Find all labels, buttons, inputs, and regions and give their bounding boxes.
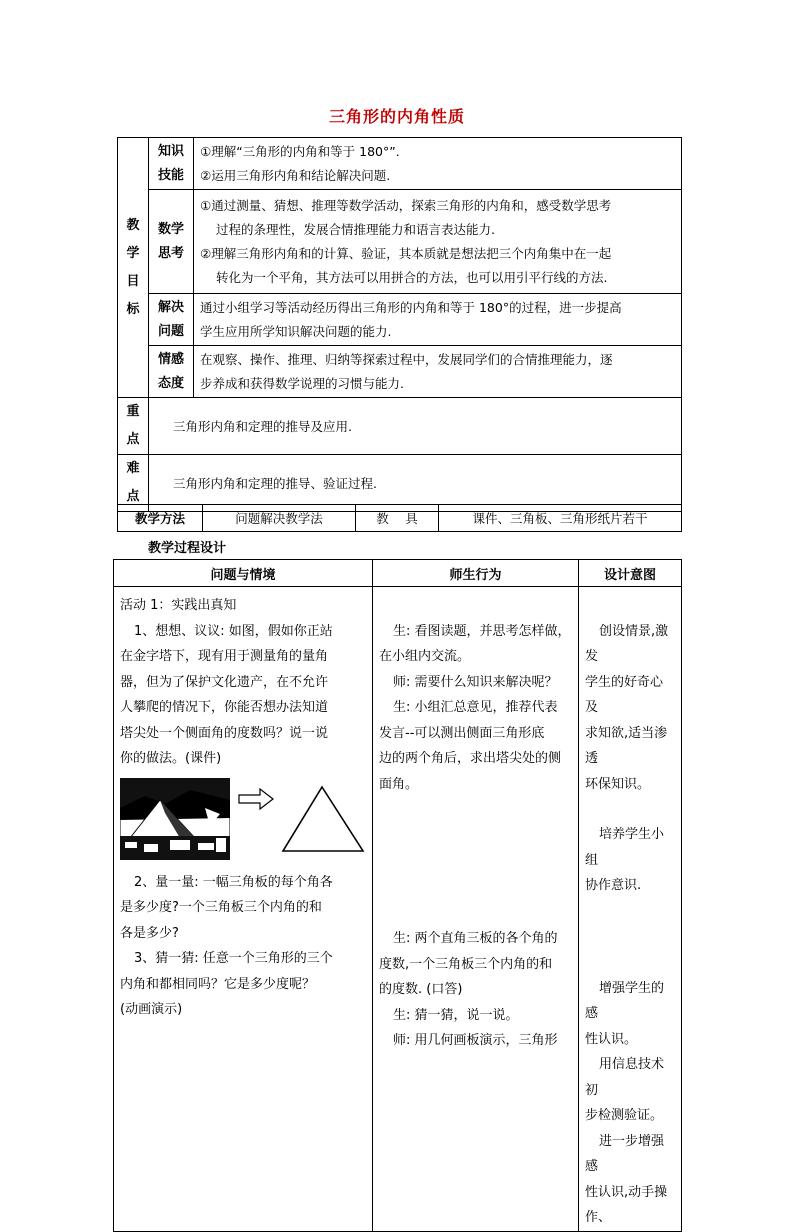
key-point-label: 重 点: [118, 398, 149, 455]
pyramid-photo: [120, 778, 230, 860]
tools-label: 教 具: [356, 505, 439, 532]
row-content-attitude: 在观察、操作、推理、归纳等探索过程中，发展同学们的合情推理能力，逐 步养成和获得数学说理的习惯与能力.: [194, 346, 682, 398]
methods-label: 教学方法: [118, 505, 203, 532]
problem-cell: 活动 1：实践出真知 1、想想、议议: 如图，假如你正站 在金字塔下，现有用于测量角的量角 器，但为了保护文化遗产，在不允许 人攀爬的情况下，你能否想办法知道 塔尖处一个侧面角的度数吗？说一说 你的做法。(课件) 2、量一量: 一幅三角板的每个角各 是多少度?一个三角板三个内角的和 各是多少? 3、猜一猜: 任意一个三角形的三个 内角和都相同吗？它是多少度呢？ (动画演示): [114, 587, 373, 1232]
header-intent: 设计意图: [579, 560, 682, 587]
process-section-title: 教学过程设计: [148, 541, 227, 556]
objectives-section-label: 教 学 目 标: [118, 138, 149, 398]
header-problem: 问题与情境: [114, 560, 373, 587]
row-label-knowledge: 知识 技能: [149, 138, 194, 190]
tools-value: 课件、三角板、三角形纸片若干: [439, 505, 682, 532]
objectives-table: [117, 137, 682, 512]
activity-title: 活动 1：实践出真知: [120, 598, 237, 613]
row-label-problem-solving: 解决 问题: [149, 294, 194, 346]
key-point-text: 三角形内角和定理的推导及应用.: [149, 398, 682, 455]
intent-cell: 创设情景,激发 学生的好奇心及 求知欲,适当渗透 环保知识。 培养学生小组 协作意识. 增强学生的感 性认识。 用信息技术初 步检测验证。 进一步增强感 性认识,动手操作、: [579, 587, 682, 1232]
difficulty-text: 三角形内角和定理的推导、验证过程.: [149, 455, 682, 512]
row-content-knowledge: ①理解“三角形的内角和等于 180°”. ②运用三角形内角和结论解决问题.: [194, 138, 682, 190]
page-title: 三角形的内角性质: [328, 107, 465, 126]
row-content-problem-solving: 通过小组学习等活动经历得出三角形的内角和等于 180°的过程，进一步提高 学生应用所学知识解决问题的能力.: [194, 294, 682, 346]
arrow-icon: [238, 788, 274, 810]
pyramid-figure: [120, 778, 366, 860]
methods-table: [117, 504, 682, 532]
triangle-icon: [280, 783, 366, 855]
header-behavior: 师生行为: [373, 560, 579, 587]
row-content-math-thinking: ①通过测量、猜想、推理等数学活动，探索三角形的内角和，感受数学思考 过程的条理性，发展合情推理能力和语言表达能力. ②理解三角形内角和的计算、验证，其本质就是想法把三个内角集中在一起 转化为一个平角，其方法可以用拼合的方法，也可以用引平行线的方法.: [194, 190, 682, 294]
difficulty-label: 难 点: [118, 455, 149, 512]
row-label-attitude: 情感 态度: [149, 346, 194, 398]
methods-value: 问题解决教学法: [203, 505, 356, 532]
row-label-math-thinking: 数学 思考: [149, 190, 194, 294]
behavior-cell: 生: 看图读题，并思考怎样做， 在小组内交流。 师: 需要什么知识来解决呢？ 生: 小组汇总意见，推荐代表 发言--可以测出侧面三角形底 边的两个角后，求出塔尖处的侧 面角。 生: 两个直角三板的各个角的 度数,一个三角板三个内角的和 的度数. (口答) 生: 猜一猜，说一说。 师: 用几何画板演示，三角形: [373, 587, 579, 1232]
process-table: [113, 559, 682, 1232]
